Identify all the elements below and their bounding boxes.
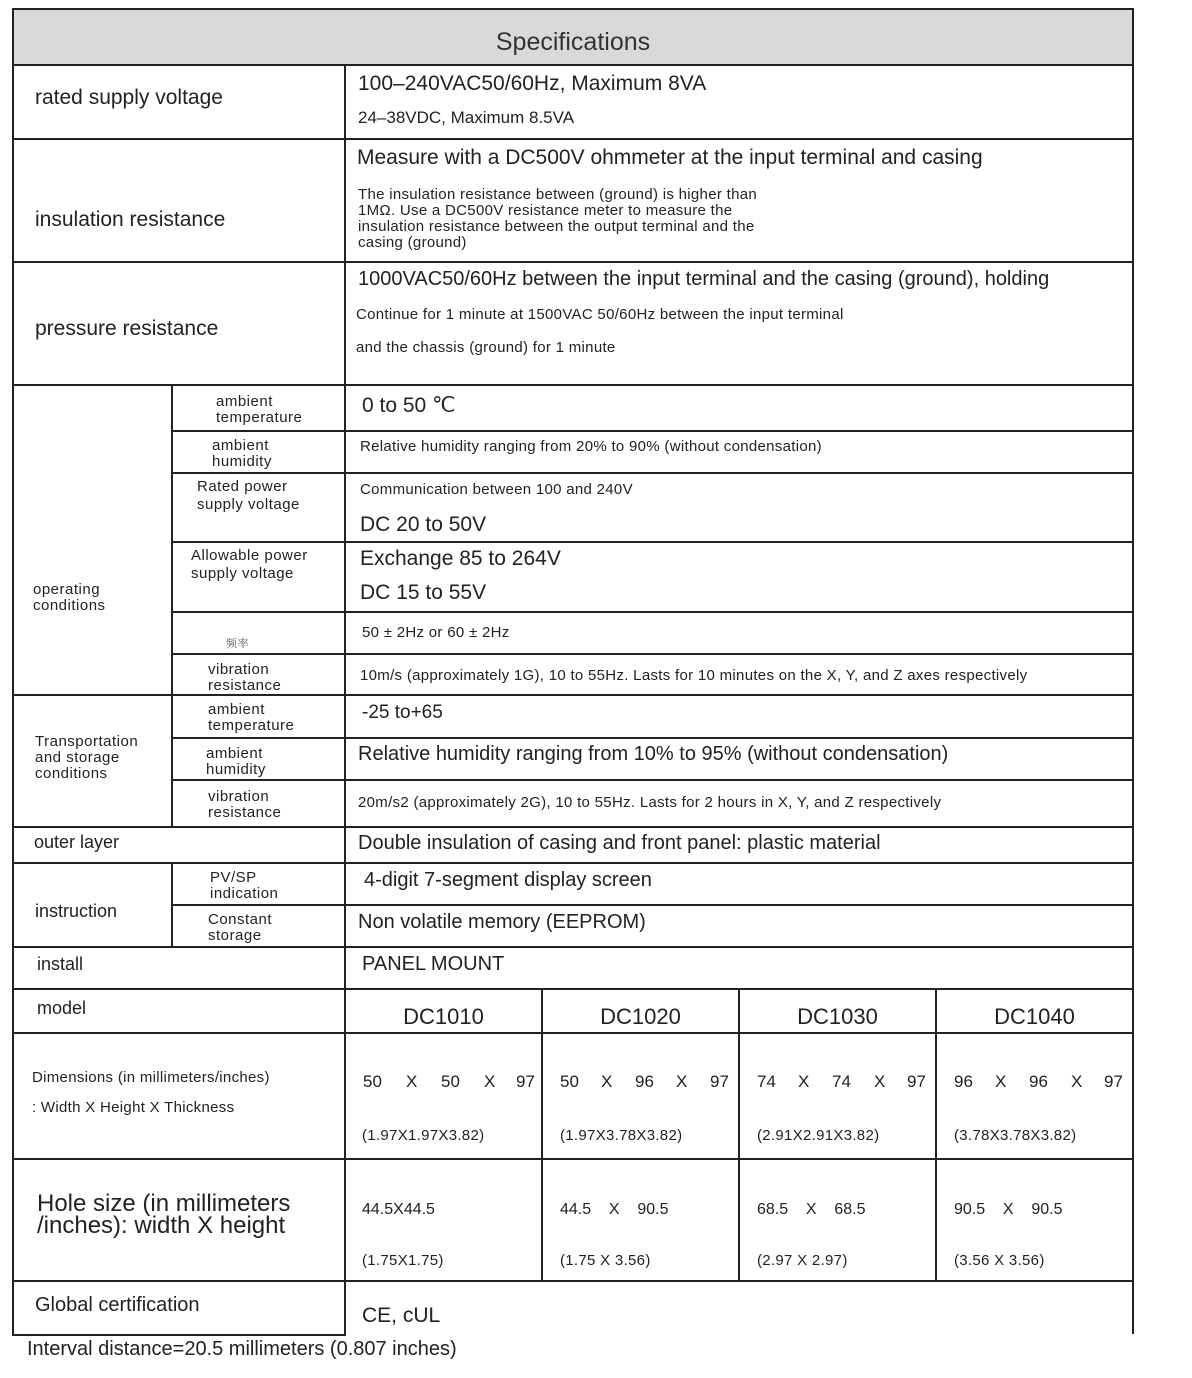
pressure-resistance-line2: Continue for 1 minute at 1500VAC 50/60Hz between the input terminal bbox=[356, 306, 844, 323]
dimensions-dc1020-inches: (1.97X3.78X3.82) bbox=[560, 1127, 683, 1144]
frequency-value: 50 ± 2Hz or 60 ± 2Hz bbox=[362, 624, 510, 641]
dim-value: 97 bbox=[516, 1072, 535, 1091]
rated-power-supply-voltage-dc: DC 20 to 50V bbox=[360, 513, 487, 536]
insulation-resistance-line2: The insulation resistance between (ground) is higher than bbox=[358, 186, 757, 203]
model-label: model bbox=[37, 998, 87, 1018]
main-column-divider bbox=[344, 64, 346, 1336]
model-dc1020: DC1020 bbox=[600, 1004, 681, 1029]
row-divider bbox=[12, 1280, 1134, 1282]
dimensions-label: Dimensions (in millimeters/inches) bbox=[32, 1069, 270, 1086]
global-certification-label: Global certification bbox=[35, 1294, 200, 1316]
transport-ambient-temperature-label: ambient temperature bbox=[208, 701, 295, 734]
dimensions-dc1010-inches: (1.97X1.97X3.82) bbox=[362, 1127, 485, 1144]
vibration-resistance-value: 10m/s (approximately 1G), 10 to 55Hz. Lasts for 10 minutes on the X, Y, and Z axes respectively bbox=[360, 667, 1028, 684]
page-title: Specifications bbox=[495, 28, 651, 56]
transportation-storage-label: Transportation and storage conditions bbox=[35, 733, 139, 782]
dim-value: 97 bbox=[710, 1072, 729, 1091]
sub-row-divider bbox=[172, 779, 1134, 781]
sub-row-divider bbox=[172, 541, 1134, 543]
sub-row-divider bbox=[172, 694, 1134, 696]
dim-value: 96 bbox=[1029, 1072, 1048, 1091]
sub-column-divider bbox=[171, 384, 173, 828]
dim-value: 50 bbox=[441, 1072, 460, 1091]
row-divider bbox=[12, 826, 1134, 828]
sub-row-divider bbox=[172, 430, 1134, 432]
ambient-humidity-value: Relative humidity ranging from 20% to 90% (without condensation) bbox=[360, 438, 822, 455]
global-certification-value: CE, cUL bbox=[362, 1304, 441, 1327]
row-divider bbox=[12, 1158, 1134, 1160]
model-column-divider bbox=[541, 988, 543, 1282]
rated-power-supply-voltage-label: Rated power supply voltage bbox=[197, 478, 300, 513]
sub-row-divider bbox=[172, 737, 1134, 739]
footnote: Interval distance=20.5 millimeters (0.807 inches) bbox=[27, 1338, 457, 1360]
dim-value: 96 bbox=[635, 1072, 654, 1091]
hole-size-dc1040-inches: (3.56 X 3.56) bbox=[954, 1252, 1045, 1269]
install-value: PANEL MOUNT bbox=[362, 953, 505, 975]
allowable-power-supply-voltage-ac: Exchange 85 to 264V bbox=[360, 547, 561, 570]
model-dc1010: DC1010 bbox=[403, 1004, 484, 1029]
border-bottom-left bbox=[12, 1334, 346, 1336]
row-divider bbox=[12, 946, 1134, 948]
outer-layer-value: Double insulation of casing and front panel: plastic material bbox=[358, 832, 881, 854]
dim-sep: X bbox=[484, 1072, 496, 1091]
row-divider bbox=[12, 1032, 1134, 1034]
pressure-resistance-label: pressure resistance bbox=[35, 317, 219, 340]
hole-size-dc1010-mm: 44.5X44.5 bbox=[362, 1201, 435, 1218]
border-top bbox=[12, 8, 1134, 10]
dim-value: 74 bbox=[832, 1072, 851, 1091]
pv-sp-indication-label: PV/SP indication bbox=[210, 869, 279, 902]
border-right bbox=[1132, 8, 1134, 1334]
pv-sp-indication-value: 4-digit 7-segment display screen bbox=[364, 869, 652, 891]
row-divider bbox=[12, 64, 1134, 66]
model-dc1040: DC1040 bbox=[994, 1004, 1075, 1029]
row-divider bbox=[12, 384, 1134, 386]
sub-row-divider bbox=[172, 904, 1134, 906]
dimensions-dc1040-inches: (3.78X3.78X3.82) bbox=[954, 1127, 1077, 1144]
row-divider bbox=[12, 138, 1134, 140]
rated-supply-voltage-label: rated supply voltage bbox=[35, 86, 223, 109]
model-column-divider bbox=[935, 988, 937, 1282]
pressure-resistance-line1: 1000VAC50/60Hz between the input terminal and the casing (ground), holding bbox=[358, 268, 1050, 290]
dim-sep: X bbox=[601, 1072, 613, 1091]
transport-vibration-resistance-value: 20m/s2 (approximately 2G), 10 to 55Hz. Lasts for 2 hours in X, Y, and Z respectively bbox=[358, 794, 942, 811]
dim-sep: X bbox=[1071, 1072, 1083, 1091]
dim-value: 50 bbox=[363, 1072, 382, 1091]
dim-sep: X bbox=[995, 1072, 1007, 1091]
hole-size-dc1020-mm: 44.5 X 90.5 bbox=[560, 1201, 669, 1218]
dim-value: 97 bbox=[907, 1072, 926, 1091]
insulation-resistance-line5: casing (ground) bbox=[358, 234, 467, 251]
transport-ambient-humidity-label: ambient humidity bbox=[206, 745, 266, 778]
transport-vibration-resistance-label: vibration resistance bbox=[208, 788, 282, 821]
hole-size-dc1010-inches: (1.75X1.75) bbox=[362, 1252, 444, 1269]
constant-storage-label: Constant storage bbox=[208, 911, 273, 944]
dim-value: 97 bbox=[1104, 1072, 1123, 1091]
row-divider bbox=[12, 988, 1134, 990]
rated-power-supply-voltage-ac: Communication between 100 and 240V bbox=[360, 481, 633, 498]
dim-sep: X bbox=[798, 1072, 810, 1091]
sub-row-divider bbox=[172, 611, 1134, 613]
dim-value: 74 bbox=[757, 1072, 776, 1091]
row-divider bbox=[12, 862, 1134, 864]
ambient-temperature-value: 0 to 50 ℃ bbox=[362, 394, 456, 417]
insulation-resistance-label: insulation resistance bbox=[35, 208, 226, 231]
hole-size-label: Hole size (in millimeters /inches): width X height bbox=[37, 1190, 291, 1239]
pressure-resistance-line3: and the chassis (ground) for 1 minute bbox=[356, 339, 616, 356]
dimensions-sublabel: : Width X Height X Thickness bbox=[32, 1099, 235, 1116]
dim-value: 96 bbox=[954, 1072, 973, 1091]
hole-size-dc1030-mm: 68.5 X 68.5 bbox=[757, 1201, 866, 1218]
insulation-resistance-line4: insulation resistance between the output terminal and the bbox=[358, 218, 755, 235]
vibration-resistance-label: vibration resistance bbox=[208, 661, 282, 694]
frequency-label: 频率 bbox=[226, 638, 249, 650]
model-column-divider bbox=[738, 988, 740, 1282]
instruction-label: instruction bbox=[35, 901, 118, 921]
insulation-resistance-line3: 1MΩ. Use a DC500V resistance meter to measure the bbox=[358, 202, 733, 219]
table-header bbox=[12, 8, 1134, 64]
row-divider bbox=[12, 694, 172, 696]
dim-sep: X bbox=[406, 1072, 418, 1091]
sub-row-divider bbox=[172, 653, 1134, 655]
hole-size-dc1030-inches: (2.97 X 2.97) bbox=[757, 1252, 848, 1269]
dim-value: 50 bbox=[560, 1072, 579, 1091]
ambient-temperature-label: ambient temperature bbox=[216, 393, 303, 426]
dim-sep: X bbox=[874, 1072, 886, 1091]
hole-size-dc1020-inches: (1.75 X 3.56) bbox=[560, 1252, 651, 1269]
allowable-power-supply-voltage-dc: DC 15 to 55V bbox=[360, 581, 487, 604]
outer-layer-label: outer layer bbox=[34, 832, 120, 852]
transport-ambient-humidity-value: Relative humidity ranging from 10% to 95% (without condensation) bbox=[358, 743, 949, 765]
border-left bbox=[12, 8, 14, 1334]
sub-row-divider bbox=[172, 472, 1134, 474]
insulation-resistance-line1: Measure with a DC500V ohmmeter at the input terminal and casing bbox=[357, 146, 983, 169]
install-label: install bbox=[37, 954, 84, 974]
transport-ambient-temperature-value: -25 to+65 bbox=[362, 702, 443, 723]
dim-sep: X bbox=[676, 1072, 688, 1091]
rated-supply-voltage-dc: 24–38VDC, Maximum 8.5VA bbox=[358, 108, 575, 127]
constant-storage-value: Non volatile memory (EEPROM) bbox=[358, 911, 646, 933]
row-divider bbox=[12, 261, 1134, 263]
model-dc1030: DC1030 bbox=[797, 1004, 878, 1029]
allowable-power-supply-voltage-label: Allowable power supply voltage bbox=[191, 547, 308, 582]
hole-size-dc1040-mm: 90.5 X 90.5 bbox=[954, 1201, 1063, 1218]
dimensions-dc1030-inches: (2.91X2.91X3.82) bbox=[757, 1127, 880, 1144]
operating-conditions-label: operating conditions bbox=[33, 581, 106, 614]
ambient-humidity-label: ambient humidity bbox=[212, 437, 272, 470]
rated-supply-voltage-ac: 100–240VAC50/60Hz, Maximum 8VA bbox=[358, 72, 707, 95]
